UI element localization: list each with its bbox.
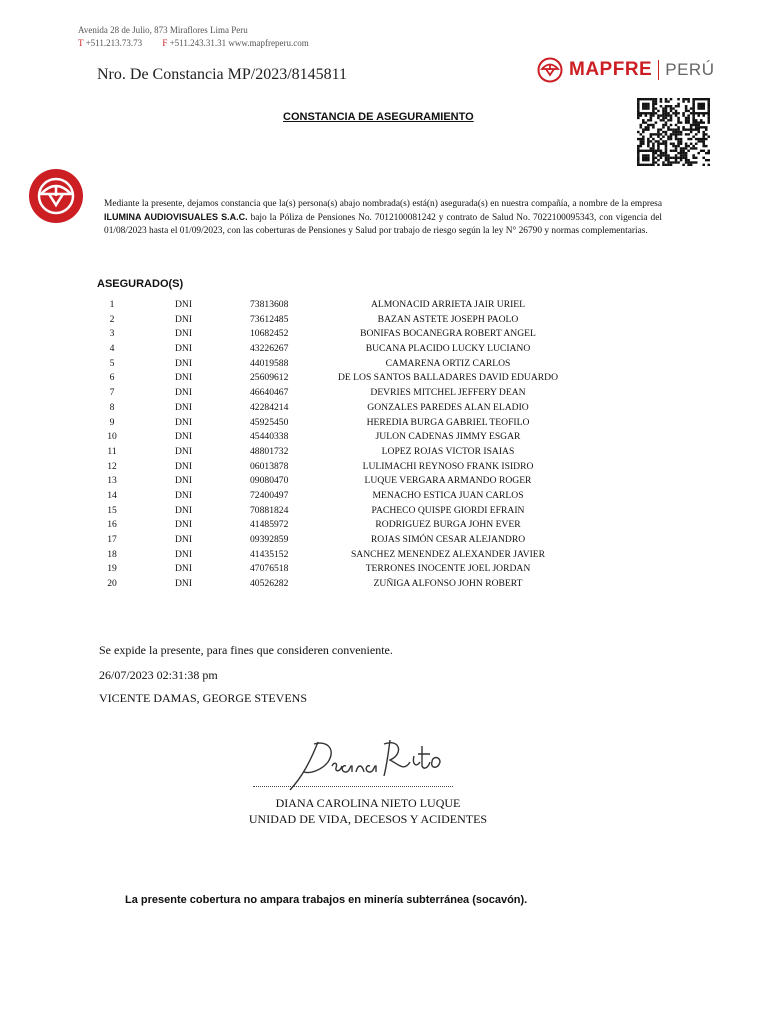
intro-text-start: Mediante la presente, dejamos constancia que la(s) persona(s) abajo nombrada(s) está(n) asegurada(s) en nuestra compañía, a nombre de la empresa [104, 199, 662, 209]
requester-name: VICENTE DAMAS, GEORGE STEVENS [99, 691, 307, 705]
doc-type: DNI [175, 416, 193, 428]
issue-datetime: 26/07/2023 02:31:38 pm [99, 668, 218, 682]
insured-name: BUCANA PLACIDO LUCKY LUCIANO [365, 343, 531, 355]
insured-heading: ASEGURADO(S) [97, 278, 184, 290]
doc-type: DNI [175, 313, 193, 325]
doc-type: DNI [175, 357, 193, 369]
table-row [0, 430, 768, 445]
doc-type: DNI [175, 401, 193, 413]
intro-paragraph [104, 198, 662, 237]
doc-number: 25609612 [250, 372, 289, 384]
doc-number: 09392859 [250, 534, 289, 545]
doc-number: 48801732 [250, 445, 289, 457]
signer-unit: UNIDAD DE VIDA, DECESOS Y ACIDENTES [248, 812, 488, 826]
row-number: 3 [109, 328, 115, 340]
doc-type: DNI [175, 504, 193, 516]
signature-line [253, 786, 453, 787]
insured-name: LOPEZ ROJAS VICTOR ISAIAS [381, 445, 515, 457]
table-row [0, 386, 768, 401]
row-number: 12 [107, 460, 117, 472]
row-number: 13 [107, 475, 117, 487]
insured-name: DEVRIES MITCHEL JEFFERY DEAN [370, 387, 526, 399]
doc-number: 47076518 [250, 563, 289, 575]
doc-number: 41435152 [250, 548, 289, 560]
doc-type: DNI [175, 445, 193, 457]
insured-name: ZUÑIGA ALFONSO JOHN ROBERT [373, 578, 523, 590]
signer-block [223, 795, 513, 827]
doc-type: DNI [175, 563, 193, 575]
row-number: 18 [107, 548, 117, 560]
insured-name: CAMARENA ORTIZ CARLOS [385, 357, 511, 369]
company-address-block [78, 24, 309, 50]
insured-name: SANCHEZ MENENDEZ ALEXANDER JAVIER [350, 548, 546, 560]
insured-name: DE LOS SANTOS BALLADARES DAVID EDUARDO [337, 372, 559, 384]
doc-number: 06013878 [250, 460, 289, 472]
row-number: 8 [109, 401, 115, 413]
phone-number: +511.213.73.73 [85, 38, 143, 48]
doc-number: 45925450 [250, 416, 289, 428]
insured-name: ALMONACID ARRIETA JAIR URIEL [370, 299, 526, 310]
insured-name: RODRIGUEZ BURGA JOHN EVER [375, 519, 521, 531]
company-address: Avenida 28 de Julio, 873 Miraflores Lima Peru [78, 25, 248, 35]
table-row [0, 548, 768, 563]
row-number: 14 [107, 489, 117, 501]
row-number: 15 [107, 504, 117, 516]
insured-name: BONIFAS BOCANEGRA ROBERT ANGEL [360, 328, 536, 340]
doc-type: DNI [175, 343, 193, 355]
insured-name: HEREDIA BURGA GABRIEL TEOFILO [366, 416, 530, 428]
doc-type: DNI [175, 489, 193, 501]
table-row [0, 401, 768, 416]
logo-divider [658, 60, 659, 80]
doc-number: 09080470 [250, 475, 289, 487]
doc-type: DNI [175, 475, 193, 487]
row-number: 9 [109, 416, 115, 428]
doc-type: DNI [175, 387, 193, 399]
insured-name: MENACHO ESTICA JUAN CARLOS [372, 489, 524, 501]
doc-number: 41485972 [250, 519, 289, 531]
row-number: 11 [107, 445, 117, 457]
doc-type: DNI [175, 519, 193, 531]
doc-type: DNI [175, 328, 193, 340]
brand-name: MAPFRE [569, 59, 653, 80]
table-row [0, 518, 768, 533]
row-number: 7 [109, 387, 115, 399]
row-number: 4 [109, 343, 115, 355]
table-row [0, 342, 768, 357]
row-number: 1 [109, 299, 115, 310]
fax-and-web: +511.243.31.31 www.mapfreperu.com [169, 38, 309, 48]
row-number: 16 [107, 519, 117, 531]
phone-prefix: T [78, 38, 84, 48]
insured-name: TERRONES INOCENTE JOEL JORDAN [365, 563, 531, 575]
doc-type: DNI [175, 299, 193, 310]
doc-number: 73612485 [250, 313, 289, 325]
row-number: 5 [109, 357, 115, 369]
table-row [0, 533, 768, 548]
table-row [0, 504, 768, 519]
table-row [0, 416, 768, 431]
doc-type: DNI [175, 534, 193, 545]
table-row [0, 298, 768, 313]
handwritten-signature [280, 732, 450, 792]
table-row [0, 577, 768, 592]
issuance-statement: Se expide la presente, para fines que consideren conveniente. [99, 643, 393, 657]
doc-number: 44019588 [250, 357, 289, 369]
table-row [0, 357, 768, 372]
doc-number: 70881824 [250, 504, 289, 516]
table-row [0, 474, 768, 489]
doc-number: 43226267 [250, 343, 289, 355]
doc-number: 42284214 [250, 401, 289, 413]
doc-type: DNI [175, 548, 193, 560]
table-row [0, 445, 768, 460]
constancia-number: Nro. De Constancia MP/2023/8145811 [97, 66, 348, 83]
doc-number: 46640467 [250, 387, 289, 399]
qr-code-icon [637, 98, 710, 166]
doc-type: DNI [175, 578, 193, 590]
row-number: 6 [109, 372, 115, 384]
table-row [0, 489, 768, 504]
table-row [0, 460, 768, 475]
brand-country: PERÚ [665, 60, 715, 79]
mapfre-large-seal-icon [29, 169, 83, 223]
insured-name: GONZALES PAREDES ALAN ELADIO [367, 401, 529, 413]
doc-type: DNI [175, 460, 193, 472]
insured-name: LUQUE VERGARA ARMANDO ROGER [364, 475, 532, 487]
doc-type: DNI [175, 372, 193, 384]
doc-number: 45440338 [250, 431, 289, 443]
coverage-exclusion-note: La presente cobertura no ampara trabajos en minería subterránea (socavón). [125, 894, 528, 906]
row-number: 19 [107, 563, 117, 575]
fax-prefix: F [162, 38, 168, 48]
insured-name: PACHECO QUISPE GIORDI EFRAIN [371, 504, 525, 516]
doc-number: 40526282 [250, 578, 289, 590]
row-number: 10 [107, 431, 117, 443]
row-number: 20 [107, 578, 117, 590]
intro-text-end: bajo la Póliza de Pensiones No. 7012100081242 y contrato de Salud No. 7022100095343, con vigencia del 01/08/2023 hasta el 01/09/2023, con las coberturas de Pensiones y Salud por trabajo de riesgo según la ley N° 26790 y normas complementarias. [104, 212, 662, 236]
table-row [0, 313, 768, 328]
insured-name: BAZAN ASTETE JOSEPH PAOLO [377, 313, 519, 325]
company-contact [78, 37, 309, 50]
doc-number: 72400497 [250, 489, 289, 501]
doc-number: 73813608 [250, 299, 289, 310]
table-row [0, 327, 768, 342]
mapfre-seal-icon [537, 57, 563, 83]
row-number: 17 [107, 534, 117, 545]
insured-name: ROJAS SIMÓN CESAR ALEJANDRO [370, 534, 526, 545]
table-row [0, 371, 768, 386]
insured-name: LULIMACHI REYNOSO FRANK ISIDRO [362, 460, 534, 472]
doc-type: DNI [175, 431, 193, 443]
company-name: ILUMINA AUDIOVISUALES S.A.C. [104, 211, 248, 222]
insured-name: JULON CADENAS JIMMY ESGAR [375, 431, 521, 443]
doc-number: 10682452 [250, 328, 289, 340]
document-title: CONSTANCIA DE ASEGURAMIENTO [283, 111, 474, 123]
signer-name: DIANA CAROLINA NIETO LUQUE [275, 796, 461, 810]
mapfre-logo [537, 55, 722, 85]
row-number: 2 [109, 313, 115, 325]
table-row [0, 562, 768, 577]
insured-list [0, 298, 768, 592]
